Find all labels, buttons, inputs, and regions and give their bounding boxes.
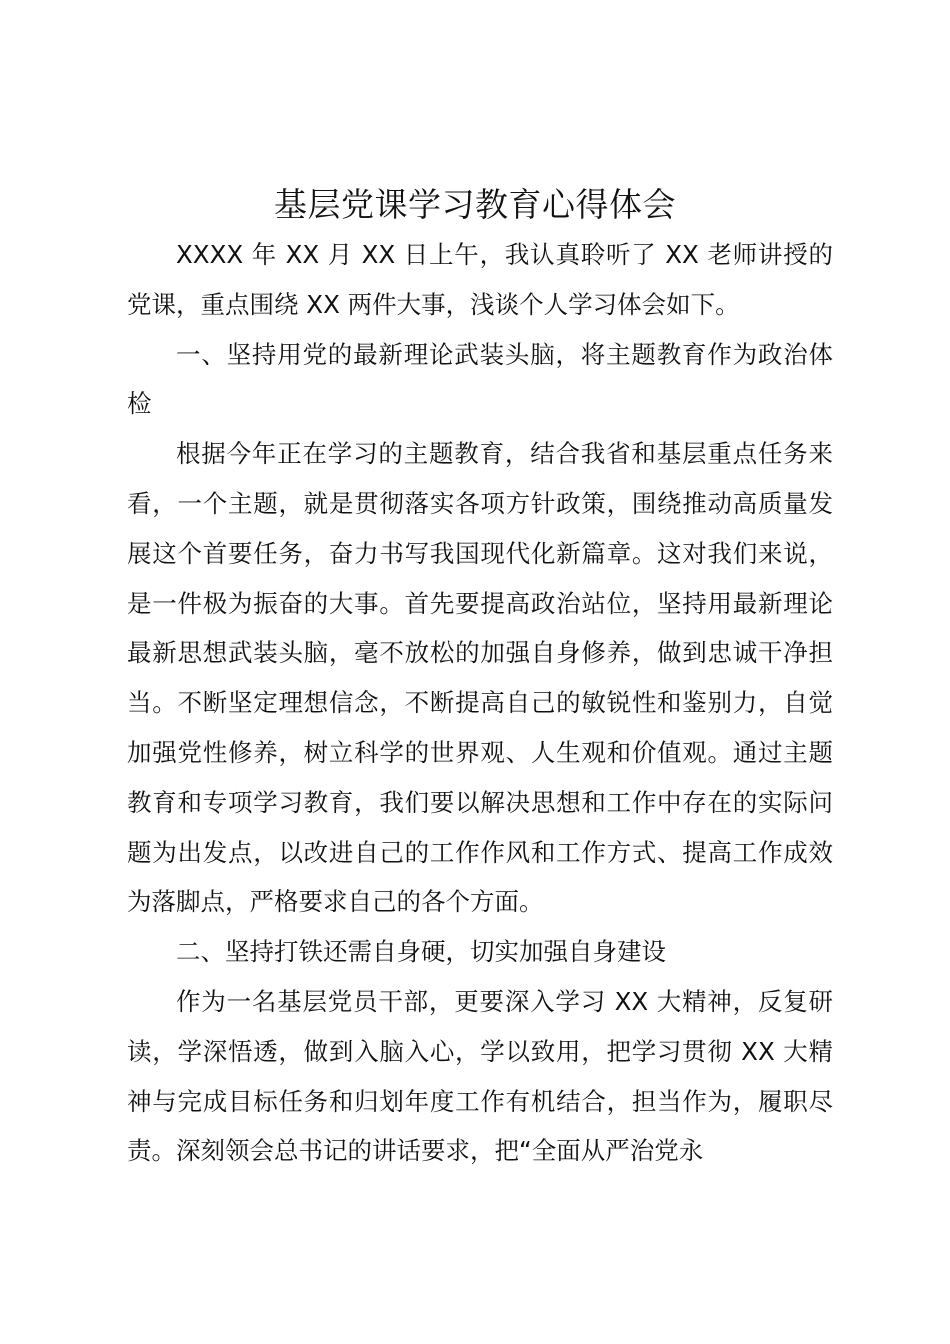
section-heading-1: 一、坚持用党的最新理论武装头脑，将主题教育作为政治体检 (127, 339, 833, 419)
document-body (127, 230, 833, 1176)
paragraph-intro: XXXX 年 XX 月 XX 日上午，我认真聆听了 XX 老师讲授的党课，重点围绕 XX 两件大事，浅谈个人学习体会如下。 (127, 240, 833, 319)
paragraph-section-2: 作为一名基层党员干部，更要深入学习 XX 大精神，反复研读，学深悟透，做到入脑入心，学以致用，把学习贯彻 XX 大精神与完成目标任务和归划年度工作有机结合，担当作为，履职尽责。深刻领会总书记的讲话要求，把“全面从严治党永 (127, 986, 833, 1166)
section-heading-2: 二、坚持打铁还需自身硬，切实加强自身建设 (176, 937, 666, 967)
document-title: 基层党课学习教育心得体会 (274, 185, 676, 224)
paragraph-section-1: 根据今年正在学习的主题教育，结合我省和基层重点任务来看，一个主题，就是贯彻落实各项方针政策，围绕推动高质量发展这个首要任务，奋力书写我国现代化新篇章。这对我们来说，是一件极为振奋的大事。首先要提高政治站位，坚持用最新理论最新思想武装头脑，毫不放松的加强自身修养，做到忠诚干净担当。不断坚定理想信念，不断提高自己的敏锐性和鉴别力，自觉加强党性修养，树立科学的世界观、人生观和价值观。通过主题教育和专项学习教育，我们要以解决思想和工作中存在的实际问题为出发点，以改进自己的工作作风和工作方式、提高工作成效为落脚点，严格要求自己的各个方面。 (127, 439, 833, 917)
